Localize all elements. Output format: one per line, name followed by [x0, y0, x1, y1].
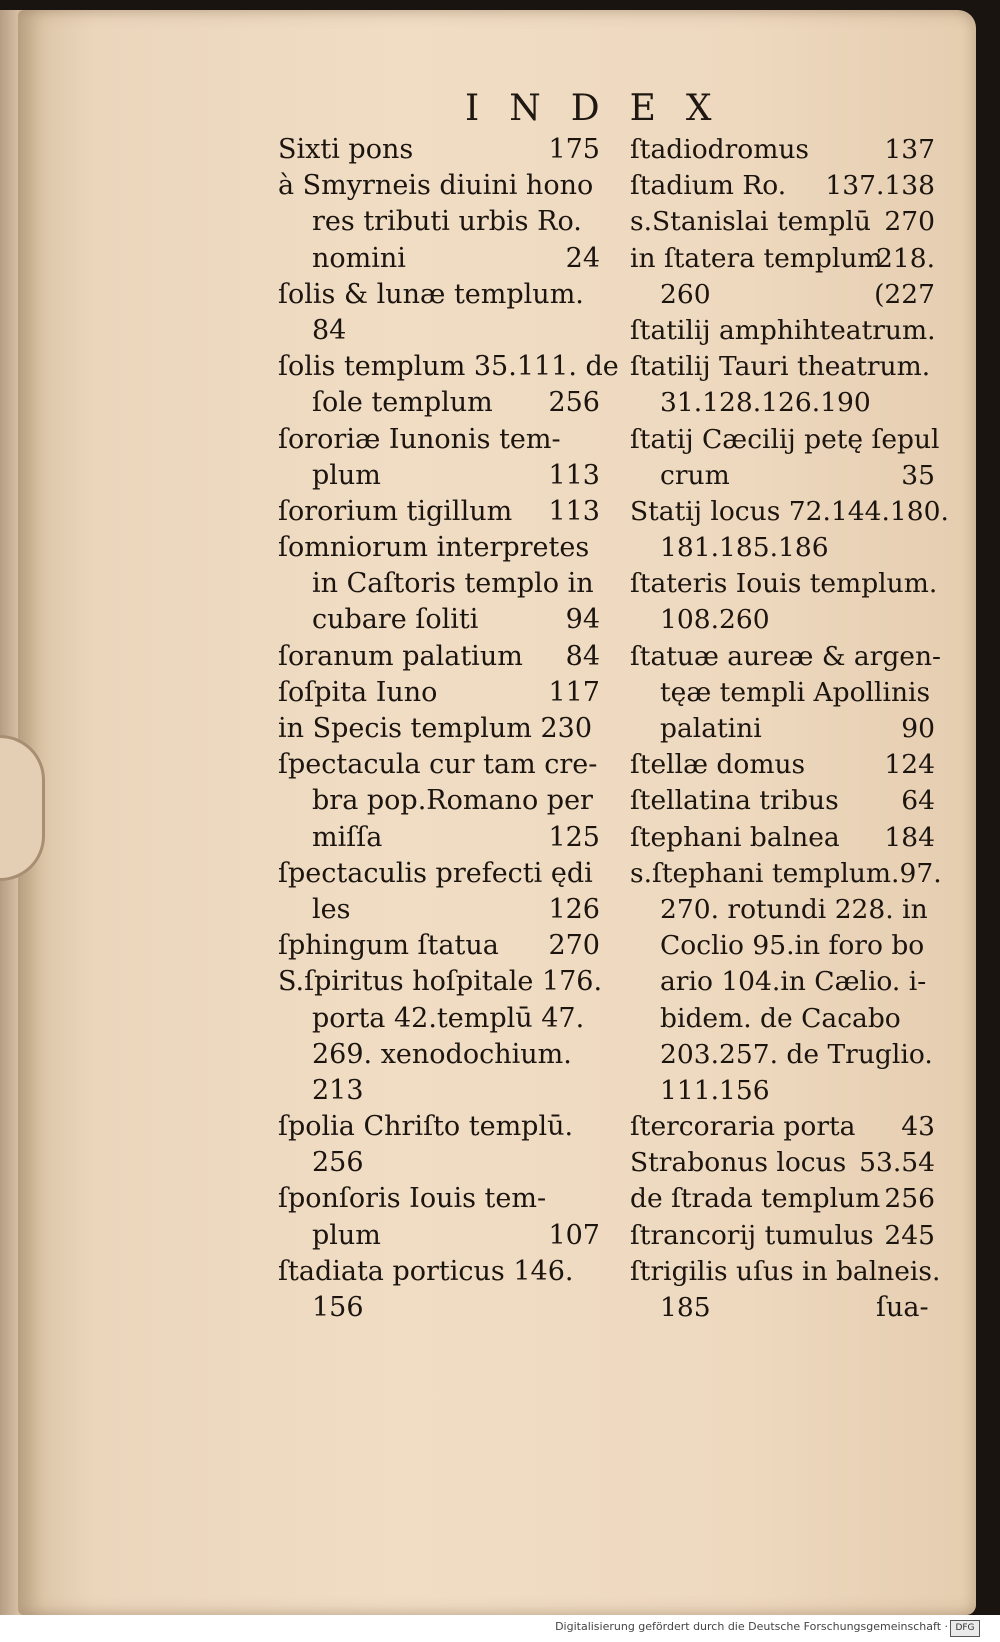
index-entry-text: res tributi urbis Ro.: [312, 206, 582, 238]
page-tab: [0, 735, 45, 881]
index-entry-text: ſtadiata porticus 146.: [278, 1255, 574, 1287]
index-entry: [278, 458, 608, 494]
index-entry-page-number: 43: [901, 1111, 935, 1143]
index-entry-text: Statij locus 72.144.180.: [630, 495, 949, 527]
index-entry: [278, 602, 608, 638]
index-entry: [630, 711, 935, 747]
index-entry-text: Strabonus locus: [630, 1147, 847, 1179]
index-entry: [278, 892, 608, 928]
index-entry-text: ſponſoris Iouis tem-: [278, 1183, 547, 1215]
index-entry-text: cubare ſoliti: [312, 604, 479, 636]
index-entry: [630, 892, 935, 928]
index-entry: [278, 783, 608, 819]
index-entry: [278, 277, 608, 313]
index-entry-text: ſole templum: [312, 387, 493, 419]
index-entry: [278, 1145, 608, 1181]
index-entry: [630, 241, 935, 277]
index-entry: [630, 1181, 935, 1217]
index-entry: [278, 168, 608, 204]
index-entry-page-number: 64: [901, 785, 935, 817]
index-entry-text: S.ſpiritus hoſpitale 176.: [278, 966, 603, 998]
index-entry-text: 185: [660, 1292, 711, 1323]
index-entry-page-number: 175: [548, 134, 600, 165]
index-entry-text: ſpolia Chriſto templū.: [278, 1111, 574, 1143]
index-entry-page-number: 270: [548, 930, 600, 962]
index-entry: [278, 820, 608, 856]
index-entry: [630, 530, 935, 566]
index-entry-page-number: 245: [884, 1219, 935, 1251]
index-entry-text: ſpectaculis prefecti ędi: [278, 857, 593, 889]
index-entry-page-number: 107: [548, 1219, 600, 1251]
index-entry: [278, 1037, 608, 1073]
index-entry-text: de ſtrada templum: [630, 1183, 881, 1215]
index-entry-text: 256: [312, 1147, 364, 1179]
index-entry-text: in Caſtoris templo in: [312, 568, 594, 600]
index-entry: [278, 349, 619, 385]
index-entry: [278, 313, 608, 349]
index-entry-page-number: 84: [565, 640, 600, 672]
index-entry: [630, 277, 935, 313]
index-entry: [630, 1254, 941, 1290]
index-entry: [630, 1037, 935, 1073]
index-entry-page-number: 94: [565, 604, 600, 636]
index-entry-text: ſtrancorij tumulus: [630, 1219, 874, 1251]
index-entry: [278, 1218, 608, 1254]
index-entry: [278, 385, 608, 421]
index-entry: [278, 675, 608, 711]
index-entry-text: ſororium tigillum: [278, 495, 513, 527]
index-entry: [278, 1181, 608, 1217]
index-entry-text: ſomniorum interpretes: [278, 532, 590, 564]
index-entry-text: miſſa: [312, 821, 383, 853]
index-entry-page-number: 256: [884, 1183, 935, 1215]
index-entry-page-number: 137.138: [825, 170, 935, 202]
index-entry: [278, 1109, 608, 1145]
index-entry-text: 156: [312, 1292, 364, 1323]
index-entry-page-number: 218.: [875, 242, 935, 274]
index-entry-text: porta 42.templū 47.: [312, 1002, 585, 1034]
index-entry-text: ſoranum palatium: [278, 640, 523, 672]
index-entry-text: ſphingum ſtatua: [278, 930, 499, 962]
index-entry-page-number: 113: [548, 495, 600, 527]
index-entry-text: 203.257. de Truglio.: [660, 1038, 933, 1070]
index-entry-page-number: 53.54: [859, 1147, 935, 1179]
index-entry-page-number: 137: [884, 134, 935, 165]
index-entry: [630, 783, 935, 819]
index-entry: [630, 856, 942, 892]
index-entry: [278, 132, 608, 168]
index-entry: [630, 1109, 935, 1145]
index-entry-text: crum: [660, 459, 730, 491]
index-entry-page-number: 117: [548, 676, 600, 708]
index-entry: [630, 204, 935, 240]
index-entry-text: ſtatilij amphihteatrum.: [630, 314, 936, 346]
index-entry: [630, 1218, 935, 1254]
index-entry-text: ſororiæ Iunonis tem-: [278, 423, 561, 455]
index-entry-page-number: 270: [884, 206, 935, 238]
index-entry: [278, 639, 608, 675]
index-entry-text: les: [312, 893, 351, 925]
index-entry-text: ſtrigilis uſus in balneis.: [630, 1255, 941, 1287]
index-entry: [278, 1001, 608, 1037]
index-entry: [630, 422, 940, 458]
index-entry-text: 269. xenodochium.: [312, 1038, 572, 1070]
index-entry-text: ſtephani balnea: [630, 821, 840, 853]
index-entry-text: ſtatilij Tauri theatrum.: [630, 351, 931, 383]
index-entry: [630, 639, 941, 675]
index-entry-text: ſolis templum 35.111. de: [278, 351, 619, 383]
index-entry: [630, 820, 935, 856]
index-entry-text: plum: [312, 459, 381, 491]
index-entry: [630, 675, 935, 711]
page-title: INDEX: [465, 88, 742, 129]
index-entry: [278, 928, 608, 964]
index-entry-text: ſtateris Iouis templum.: [630, 568, 938, 600]
index-entry-text: 84: [312, 314, 347, 346]
index-entry-page-number: 256: [548, 387, 600, 419]
footer-bar: [0, 1615, 1000, 1642]
index-entry-text: ſtadiodromus: [630, 134, 810, 165]
index-entry: [630, 964, 935, 1000]
index-column-left: [278, 132, 619, 1326]
index-entry-text: ſtellæ domus: [630, 749, 806, 781]
index-entry: [278, 241, 608, 277]
dfg-logo-icon: DFG: [950, 1620, 980, 1637]
index-entry: [278, 204, 608, 240]
index-entry: [278, 422, 608, 458]
index-entry-page-number: 126: [548, 893, 600, 925]
index-entry-text: ſtercoraria porta: [630, 1111, 856, 1143]
index-entry-text: 108.260: [660, 604, 770, 636]
index-entry-text: in Specis templum 230: [278, 713, 593, 744]
index-entry: [278, 530, 608, 566]
index-entry-text: palatini: [660, 713, 762, 744]
index-entry-text: à Smyrneis diuini hono: [278, 170, 594, 202]
index-entry-text: 111.156: [660, 1074, 770, 1106]
index-entry-page-number: (227: [874, 278, 935, 310]
index-entry-text: 260: [660, 278, 711, 310]
index-entry-page-number: 90: [901, 713, 935, 744]
index-entry-text: ſpectacula cur tam cre-: [278, 749, 598, 781]
index-entry-text: ſtatuæ aureæ & argen-: [630, 640, 941, 672]
index-entry: [630, 1073, 935, 1109]
index-entry-page-number: 113: [548, 459, 600, 491]
index-entry: [630, 602, 935, 638]
footer-credit: Digitalisierung gefördert durch die Deutsche Forschungsgemeinschaft ·: [555, 1620, 948, 1633]
index-entry-page-number: 124: [884, 749, 935, 781]
index-entry-text: 31.128.126.190: [660, 387, 871, 419]
index-entry-text: ſolis & lunæ templum.: [278, 278, 584, 310]
index-entry-text: in ſtatera templum: [630, 242, 883, 274]
index-entry: [278, 1073, 608, 1109]
index-entry: [278, 711, 608, 747]
index-entry-text: nomini: [312, 242, 406, 274]
index-entry: [630, 566, 938, 602]
index-entry-text: s.Stanislai templū: [630, 206, 871, 238]
catchword: ſua-: [876, 1292, 929, 1323]
index-entry-text: bidem. de Cacabo: [660, 1002, 901, 1034]
index-entry: [278, 856, 608, 892]
index-entry: [278, 747, 608, 783]
index-entry: [630, 494, 949, 530]
index-entry-text: Sixti pons: [278, 134, 414, 165]
index-entry-text: ſtatij Cæcilij petę ſepul: [630, 423, 940, 455]
index-entry-text: ſtellatina tribus: [630, 785, 839, 817]
index-entry-page-number: 24: [565, 242, 600, 274]
index-entry-text: 213: [312, 1074, 364, 1106]
index-entry-page-number: 125: [548, 821, 600, 853]
index-entry: [278, 1290, 608, 1326]
index-entry: [630, 349, 935, 385]
index-column-right: [630, 132, 949, 1326]
index-entry: [278, 494, 608, 530]
index-entry: [630, 928, 935, 964]
index-entry-text: plum: [312, 1219, 381, 1251]
index-entry-text: Coclio 95.in foro bo: [660, 930, 925, 962]
index-entry-page-number: 35: [901, 459, 935, 491]
index-entry: [630, 1145, 935, 1181]
index-entry: [278, 566, 608, 602]
index-entry: [630, 458, 935, 494]
index-entry-text: tęæ templi Apollinis: [660, 676, 931, 708]
index-entry-text: 270. rotundi 228. in: [660, 893, 928, 925]
index-entry-text: ſtadium Ro.: [630, 170, 787, 202]
index-entry: [630, 747, 935, 783]
index-entry: [630, 132, 935, 168]
index-entry: [630, 313, 935, 349]
index-entry-text: 181.185.186: [660, 532, 829, 564]
index-entry-text: bra pop.Romano per: [312, 785, 593, 817]
index-entry: [630, 168, 935, 204]
index-entry-text: ſoſpita Iuno: [278, 676, 438, 708]
index-entry: [630, 385, 935, 421]
index-entry: [278, 1254, 608, 1290]
index-entry: [630, 1001, 935, 1037]
index-entry: [278, 964, 608, 1000]
index-entry-text: ario 104.in Cælio. i-: [660, 966, 927, 998]
index-entry-text: s.ſtephani templum.97.: [630, 857, 942, 889]
index-entry-page-number: 184: [884, 821, 935, 853]
